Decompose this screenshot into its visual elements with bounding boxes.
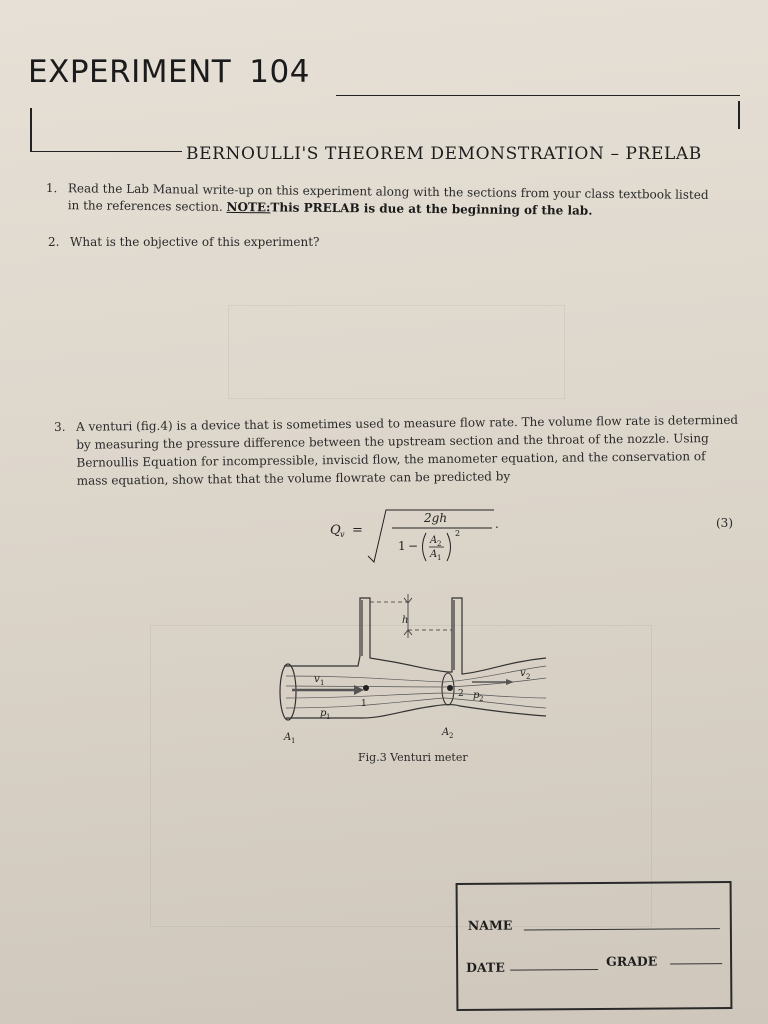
formula-lhs-sub: v (340, 530, 345, 539)
question-number: 1. (45, 180, 58, 196)
streamlines (286, 666, 546, 708)
label-v2: v (520, 668, 526, 679)
label-p1-sub: 1 (326, 713, 331, 721)
label-A1: A (284, 732, 292, 743)
name-field[interactable] (524, 928, 720, 930)
question-3-line-4: mass equation, show that that the volume flowrate can be predicted by (76, 469, 511, 488)
formula-exponent: 2 (455, 529, 461, 538)
formula-numerator: 2gh (424, 511, 448, 525)
question-number: 3. (54, 419, 66, 434)
flow-rate-formula (330, 498, 500, 578)
question-3-line-1: A venturi (fig.4) is a device that is sometimes used to measure flow rate. The volume flow rate is determined (76, 412, 739, 434)
formula-period: . (495, 517, 499, 531)
grade-field[interactable] (670, 963, 722, 964)
venturi-meter-figure (276, 590, 556, 750)
formula-lhs: Q (330, 523, 341, 538)
inlet-cross-section (280, 664, 296, 720)
experiment-number: 104 (249, 54, 310, 90)
question-2-text: What is the objective of this experiment? (70, 235, 320, 249)
formula-a2-sub: 2 (437, 540, 442, 548)
formula-minus: − (408, 539, 419, 553)
label-A1-sub: 1 (291, 737, 296, 745)
note-text: This PRELAB is due at the beginning of the lab. (270, 200, 593, 218)
question-1-line-1: Read the Lab Manual write-up on this experiment along with the sections from your class textbook listed (67, 181, 709, 202)
date-field[interactable] (510, 969, 598, 971)
label-p2: p (473, 690, 480, 701)
label-v2-sub: 2 (526, 673, 531, 681)
label-point-1: 1 (361, 699, 367, 709)
label-A2: A (442, 727, 450, 738)
title-bracket-left (30, 108, 32, 151)
question-3-line-2: by measuring the pressure difference between the upstream section and the throat of the nozzle. Using (76, 431, 709, 452)
question-number: 2. (48, 235, 60, 249)
show-through-table (228, 305, 565, 399)
label-p2-sub: 2 (479, 695, 484, 703)
label-A2-sub: 2 (449, 732, 454, 740)
point-1-marker (363, 685, 369, 691)
formula-a1: A (430, 549, 438, 560)
formula-a2: A (430, 535, 438, 546)
note-label: NOTE: (226, 199, 271, 215)
right-paren (447, 533, 451, 561)
question-3-line-3: Bernoullis Equation for incompressible, inviscid flow, the manometer equation, and the conservation of (76, 449, 706, 470)
title-bracket-bottom (30, 151, 182, 152)
left-paren (423, 533, 427, 561)
question-1-line-2-start: in the references section. (67, 198, 227, 214)
label-p1: p (320, 708, 327, 719)
prelab-subtitle: BERNOULLI'S THEOREM DEMONSTRATION – PRELAB (186, 144, 702, 164)
experiment-label: EXPERIMENT (28, 54, 232, 90)
grade-label: GRADE (606, 953, 658, 969)
flow-arrow-2-head (506, 679, 514, 685)
name-date-grade-box (456, 881, 733, 1011)
label-v1-sub: 1 (320, 679, 325, 687)
label-v1: v (314, 674, 320, 685)
label-point-2: 2 (458, 689, 464, 699)
venturi-pipe-outline (284, 598, 546, 718)
label-h: h (402, 615, 409, 626)
title-rule (336, 95, 740, 96)
figure-caption: Fig.3 Venturi meter (358, 751, 468, 764)
formula-one: 1 (398, 539, 406, 553)
question-3 (54, 411, 745, 490)
question-2 (48, 234, 648, 251)
point-2-marker (447, 685, 453, 691)
date-label: DATE (466, 959, 505, 975)
formula-a1-sub: 1 (437, 554, 442, 562)
name-label: NAME (467, 917, 513, 933)
experiment-title (28, 54, 310, 90)
question-1 (46, 180, 746, 221)
equation-number: (3) (716, 516, 733, 530)
title-bracket-right (738, 101, 740, 129)
formula-equals: = (352, 523, 363, 538)
